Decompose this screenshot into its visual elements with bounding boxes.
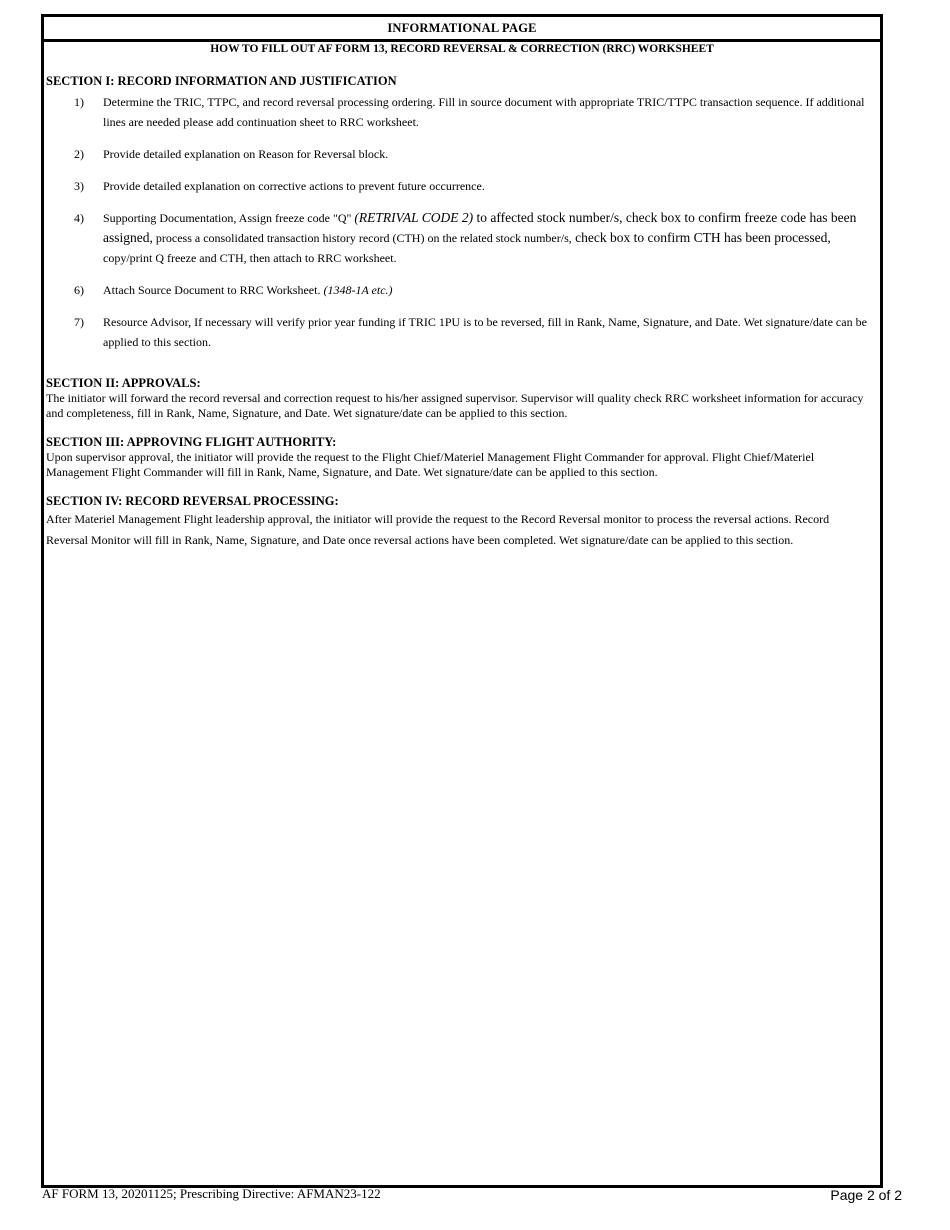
list-item: [46, 144, 870, 164]
item-text-part: Supporting Documentation, Assign freeze code "Q": [103, 211, 355, 225]
item-text-part: to affected stock number/s, check box to confirm freeze code has been assigned,: [103, 210, 857, 245]
item-text: Provide detailed explanation on corrective actions to prevent future occurrence.: [103, 179, 485, 193]
item-text: [103, 208, 870, 268]
page-header: INFORMATIONAL PAGE: [44, 17, 880, 42]
instructions-body: [46, 73, 870, 551]
form-frame: [41, 14, 883, 1188]
item-number: 7): [74, 315, 84, 329]
list-item: [46, 92, 870, 132]
section-3: [46, 434, 870, 480]
section-2-title: SECTION II: APPROVALS:: [46, 376, 201, 390]
section-2-text: The initiator will forward the record reversal and correction request to his/her assigned supervisor. Supervisor will quality check RRC worksheet information for accuracy and completeness, fill in Rank, Name, Signature, and Date. Wet signature/date can be applied to this section.: [46, 391, 864, 420]
section-3-text: Upon supervisor approval, the initiator will provide the request to the Flight Chief/Materiel Management Flight Commander for approval. Flight Chief/Materiel Management Flight Commander will fill in Rank, Name, Signature, and Date. Wet signature/date can be applied to this section.: [46, 450, 815, 479]
item-number: 6): [74, 283, 84, 297]
item-text: Determine the TRIC, TTPC, and record reversal processing ordering. Fill in source document with appropriate TRIC/TTPC transaction sequence. If additional lines are needed please add continuation sheet to RRC worksheet.: [103, 95, 865, 129]
section-4-text: After Materiel Management Flight leadership approval, the initiator will provide the request to the Record Reversal monitor to process the reversal actions. Record Reversal Monitor will fill in Rank, Name, Signature, and Date once reversal actions have been completed. Wet signature/date can be applied to this section.: [46, 512, 830, 547]
page-number: Page 2 of 2: [830, 1187, 902, 1203]
section-4-title: SECTION IV: RECORD REVERSAL PROCESSING:: [46, 494, 339, 508]
page-subtitle: HOW TO FILL OUT AF FORM 13, RECORD REVERSAL & CORRECTION (RRC) WORKSHEET: [210, 43, 714, 55]
list-item: [46, 176, 870, 196]
form-identifier: AF FORM 13, 20201125; Prescribing Directive: AFMAN23-122: [42, 1186, 381, 1201]
item-note: (1348-1A etc.): [323, 283, 393, 297]
item-number: 4): [74, 211, 84, 225]
section-1-title: SECTION I: RECORD INFORMATION AND JUSTIFICATION: [46, 74, 397, 88]
item-number: 3): [74, 179, 84, 193]
item-number: 2): [74, 147, 84, 161]
item-text-part: check box to confirm CTH has been processed,: [571, 230, 831, 245]
section-4: [46, 493, 870, 551]
list-item: [46, 208, 870, 268]
list-item: [46, 312, 870, 352]
item-text-part: process a consolidated transaction history record (CTH) on the related stock number/s,: [152, 231, 572, 245]
section-2: [46, 375, 870, 421]
section-1-list: [46, 92, 870, 352]
item-text: Provide detailed explanation on Reason for Reversal block.: [103, 147, 389, 161]
item-text: Resource Advisor, If necessary will verify prior year funding if TRIC 1PU is to be reversed, fill in Rank, Name, Signature, and Date. Wet signature/date can be applied to this section.: [103, 315, 867, 349]
item-text-part: Attach Source Document to RRC Worksheet.: [103, 283, 324, 297]
retrival-code-text: (RETRIVAL CODE 2): [354, 210, 474, 225]
list-item: [46, 280, 870, 300]
item-text-part: copy/print Q freeze and CTH, then attach to RRC worksheet.: [103, 251, 397, 265]
item-text: [103, 280, 870, 300]
item-number: 1): [74, 95, 84, 109]
section-3-title: SECTION III: APPROVING FLIGHT AUTHORITY:: [46, 435, 337, 449]
